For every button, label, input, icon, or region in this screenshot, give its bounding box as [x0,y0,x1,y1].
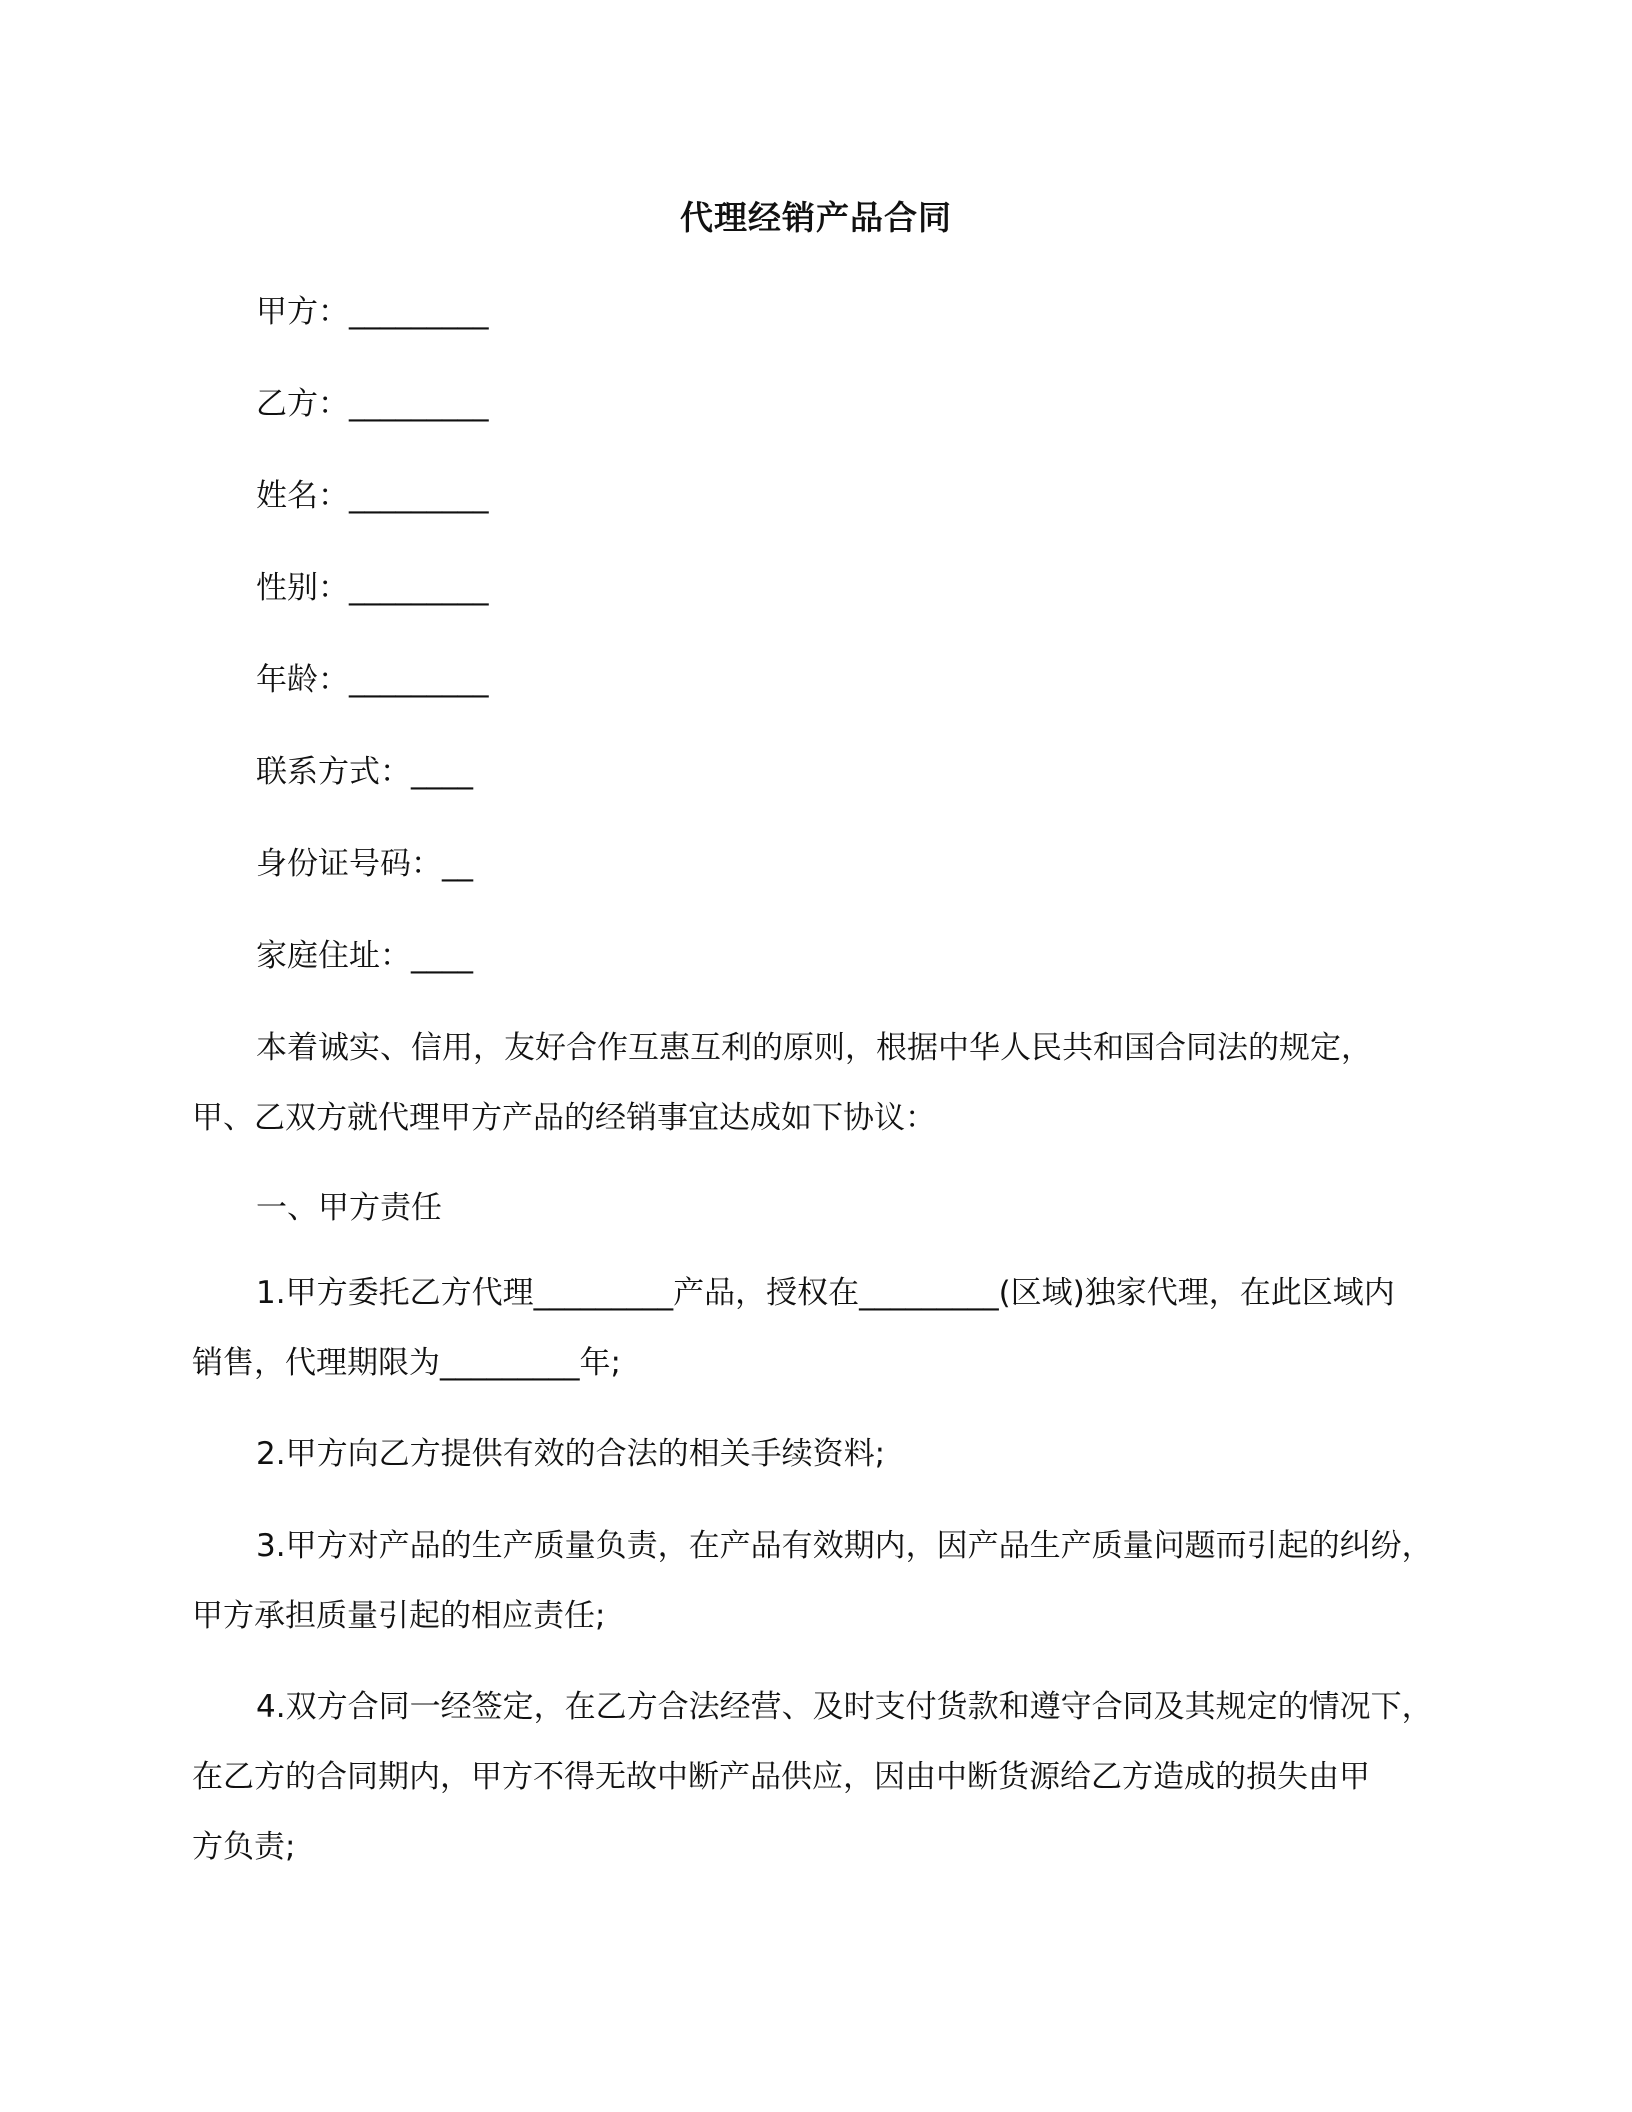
field-name: 姓名：_________ [256,478,489,514]
clause-3-line-1: 3.甲方对产品的生产质量负责，在产品有效期内，因产品生产质量问题而引起的纠纷， [256,1528,1433,1564]
document-title: 代理经销产品合同 [680,198,952,237]
field-age: 年龄：_________ [256,662,489,698]
clause-2-paragraph [192,1419,1460,1489]
clause-4-paragraph [192,1672,1460,1882]
clause-1-line-1: 1.甲方委托乙方代理_________产品，授权在_________(区域)独家代理，在此区域内 [256,1275,1395,1311]
clause-3-paragraph [192,1511,1460,1651]
field-contact: 联系方式：____ [256,754,473,790]
clause-2-line-1: 2.甲方向乙方提供有效的合法的相关手续资料; [256,1436,886,1472]
section-heading-party-a-responsibility: 一、甲方责任 [256,1190,442,1226]
field-home-address: 家庭住址：____ [256,938,473,974]
preamble-line-2: 甲、乙双方就代理甲方产品的经销事宜达成如下协议： [192,1100,936,1136]
field-party-a: 甲方：_________ [256,294,489,330]
clause-4-line-2: 在乙方的合同期内，甲方不得无故中断产品供应，因由中断货源给乙方造成的损失由甲 [192,1759,1370,1795]
field-gender: 性别：_________ [256,570,489,606]
preamble-line-1: 本着诚实、信用，友好合作互惠互利的原则，根据中华人民共和国合同法的规定， [256,1030,1372,1066]
clause-4-line-3: 方负责; [192,1829,296,1865]
clause-1-line-2: 销售，代理期限为_________年; [192,1345,621,1381]
clause-4-line-1: 4.双方合同一经签定，在乙方合法经营、及时支付货款和遵守合同及其规定的情况下， [256,1689,1433,1725]
field-id-number: 身份证号码：__ [256,846,473,882]
preamble-paragraph [192,1013,1460,1153]
clause-1-paragraph [192,1258,1460,1398]
field-party-b: 乙方：_________ [256,386,489,422]
clause-3-line-2: 甲方承担质量引起的相应责任; [192,1598,606,1634]
